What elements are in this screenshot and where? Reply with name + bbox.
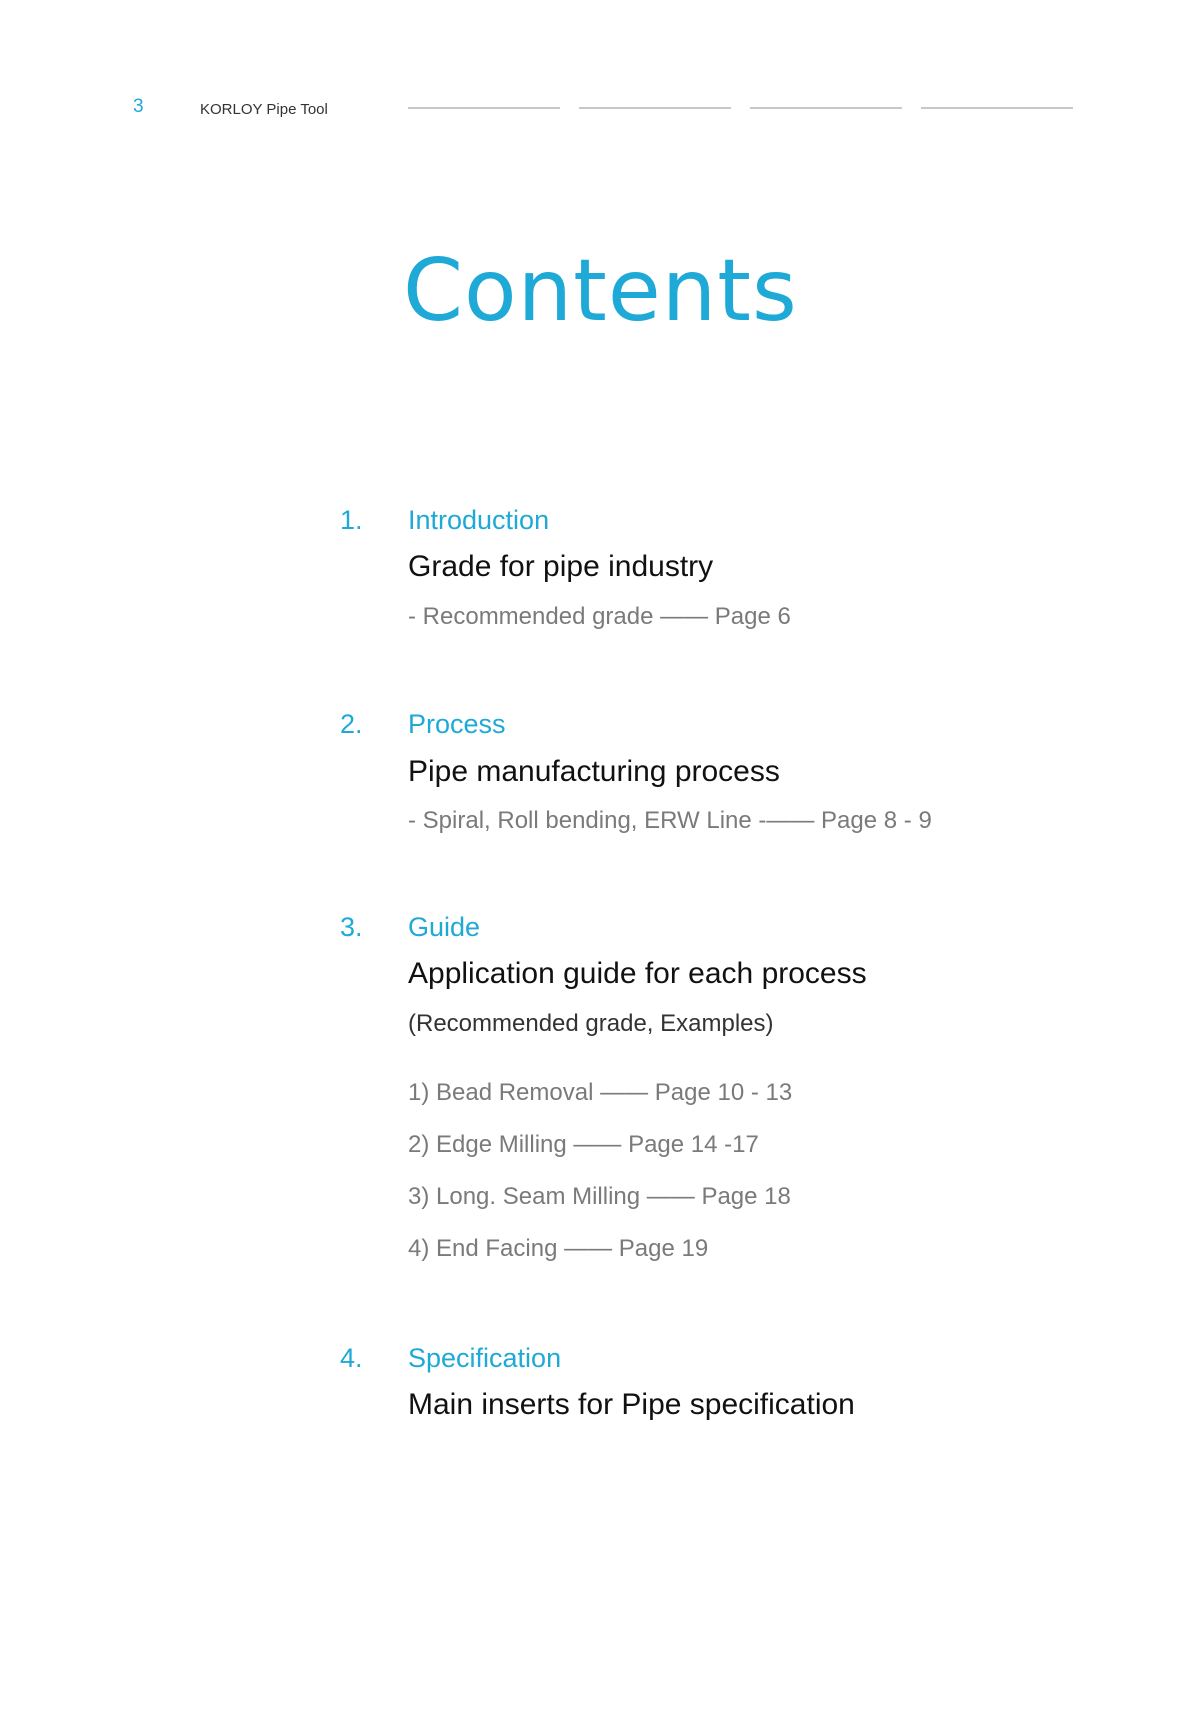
- section-label[interactable]: Introduction: [408, 505, 550, 535]
- section-number: 1.: [340, 505, 363, 535]
- header-rule: [579, 107, 731, 109]
- section-label[interactable]: Process: [408, 709, 506, 739]
- section-label[interactable]: Specification: [408, 1343, 562, 1373]
- header-rule: [750, 107, 902, 109]
- page-title: Contents: [403, 241, 798, 341]
- section-heading: Main inserts for Pipe specification: [408, 1388, 855, 1421]
- brand-name: KORLOY Pipe Tool: [200, 101, 328, 118]
- section-heading: Grade for pipe industry: [408, 550, 714, 583]
- section-label[interactable]: Guide: [408, 912, 481, 942]
- page-header: [0, 96, 1200, 126]
- section-detail: - Recommended grade —— Page 6: [408, 603, 791, 630]
- section-number: 3.: [340, 912, 363, 942]
- page-number: 3: [133, 96, 144, 117]
- list-item[interactable]: 1) Bead Removal —— Page 10 - 13: [408, 1079, 793, 1106]
- section-heading: Application guide for each process: [408, 957, 867, 990]
- header-rule: [921, 107, 1073, 109]
- header-rules: [408, 107, 1073, 109]
- list-item[interactable]: 2) Edge Milling —— Page 14 -17: [408, 1131, 759, 1158]
- section-note: (Recommended grade, Examples): [408, 1010, 774, 1037]
- section-detail: - Spiral, Roll bending, ERW Line -—— Page 8 - 9: [408, 807, 932, 834]
- section-number: 2.: [340, 709, 363, 739]
- list-item[interactable]: 3) Long. Seam Milling —— Page 18: [408, 1183, 791, 1210]
- section-heading: Pipe manufacturing process: [408, 755, 780, 788]
- guide-item-list: [408, 1078, 792, 1286]
- section-number: 4.: [340, 1343, 363, 1373]
- header-rule: [408, 107, 560, 109]
- list-item[interactable]: 4) End Facing —— Page 19: [408, 1235, 709, 1262]
